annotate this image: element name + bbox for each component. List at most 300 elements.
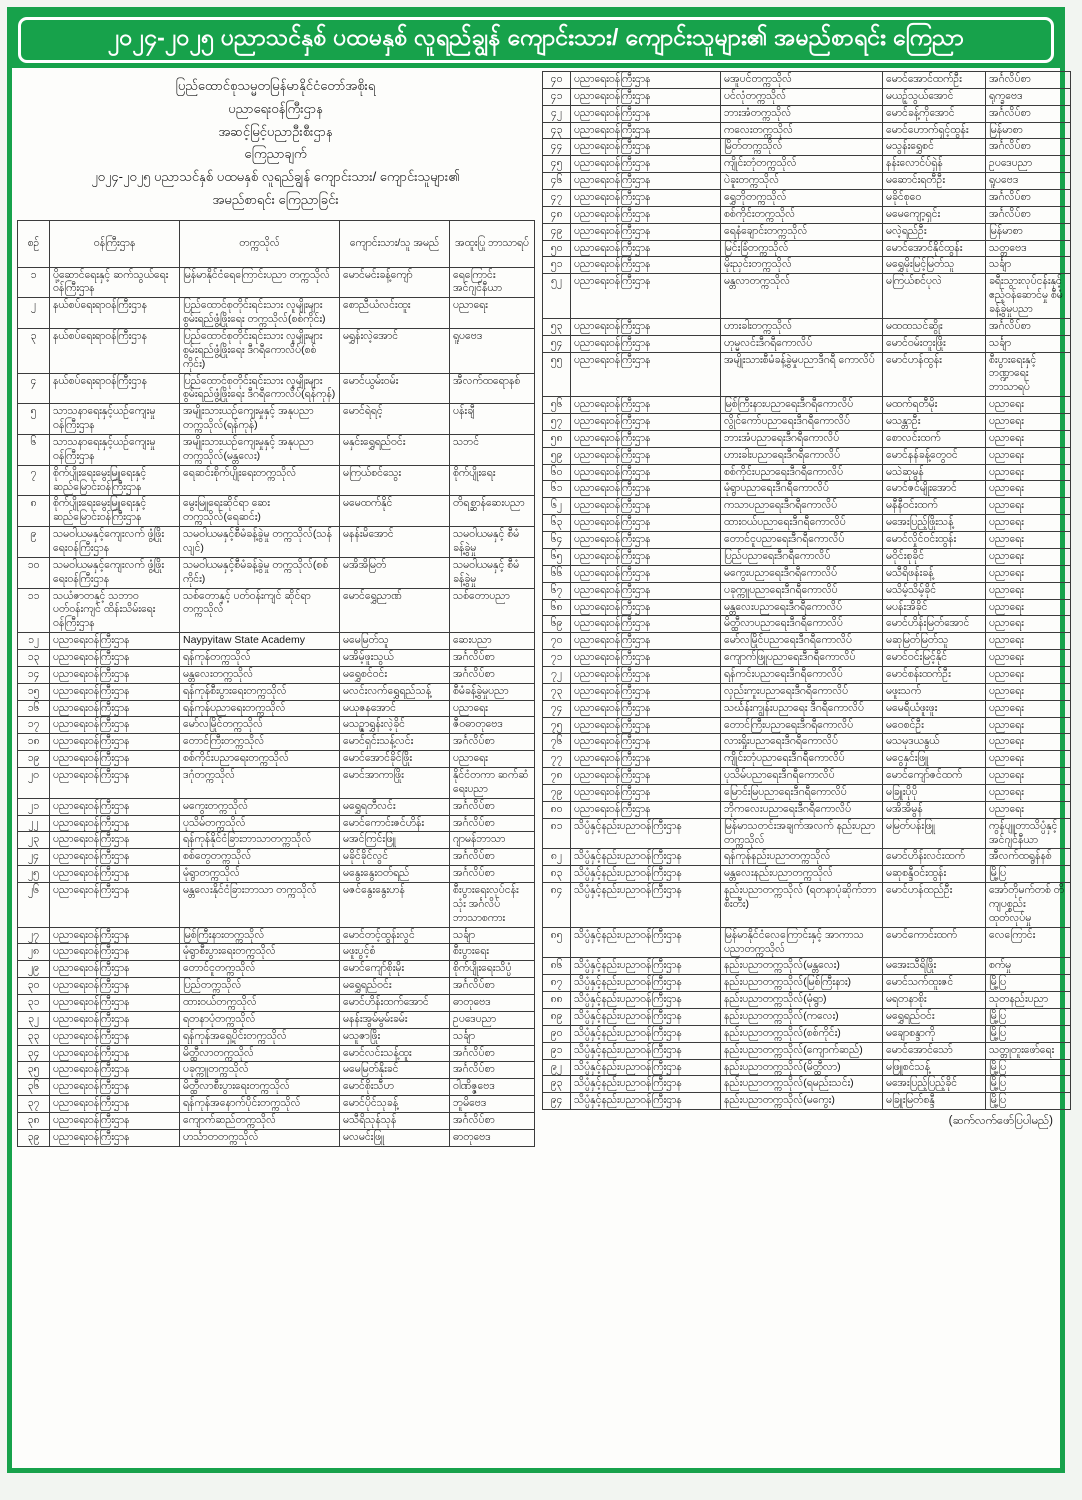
cell-s: မောင်အာကာဖြိုး <box>340 768 450 799</box>
cell-n: ၆၇ <box>543 582 571 599</box>
cell-u: မုံရွာစီးပွားရေးတက္ကသိုလ် <box>180 944 340 961</box>
cell-u: လှည်းကူးပညာရေးဒီဂရီကောလိပ် <box>721 683 883 700</box>
table-row <box>18 1096 535 1113</box>
table-header-row <box>18 220 535 267</box>
cell-n: ၇၈ <box>543 768 571 785</box>
cell-j: ပညာရေး <box>986 565 1071 582</box>
cell-j: ပညာရေး <box>986 751 1071 768</box>
cell-j: တိရစ္ဆာန်ဆေးပညာ <box>450 496 535 527</box>
cell-u: ရန်ကုန်နည်းပညာတက္ကသိုလ် <box>721 849 883 866</box>
cell-u: ပဲခူးတက္ကသိုလ် <box>721 173 883 190</box>
cell-j: ဂျာမန်ဘာသာ <box>450 832 535 849</box>
cell-u: မိတ္ထီလာပညာရေးဒီဂရီကောလိပ် <box>721 616 883 633</box>
cell-m: နယ်စပ်ရေးရာဝန်ကြီးဌာန <box>50 373 180 404</box>
cell-s: မောင်ကောင်းထက် <box>883 927 986 958</box>
cell-u: မော်လမြိုင်တက္ကသိုလ် <box>180 717 340 734</box>
table-row <box>18 866 535 883</box>
cell-j: ပညာရေး <box>986 397 1071 414</box>
cell-s: မထထသင်ဆွိုး <box>883 318 986 335</box>
cell-u: ပြည်ထောင်စုတိုင်းရင်းသား လူမျိုးများစွမ်းရည်ဖွံ့ဖြိုးရေး ဒီဂရီကောလိပ်(ရန်ကုန်) <box>180 373 340 404</box>
cell-s: မောင်အောင်သော် <box>883 1042 986 1059</box>
cell-m: ပညာရေးဝန်ကြီးဌာန <box>571 430 721 447</box>
cell-n: ၇၇ <box>543 751 571 768</box>
cell-m: ပညာရေးဝန်ကြီးဌာန <box>571 105 721 122</box>
table-row <box>543 1042 1071 1059</box>
cell-s: မငွေနှင်းဖြူ <box>883 751 986 768</box>
cell-j: မြို့ပြ <box>986 1059 1071 1076</box>
cell-j: အင်္ဂလိပ်စာ <box>450 734 535 751</box>
cell-j: ပညာရေး <box>986 498 1071 515</box>
cell-u: မုံရွာပညာရေးဒီဂရီကောလိပ် <box>721 481 883 498</box>
cell-u: ရန်ကင်းပညာရေးဒီဂရီကောလိပ် <box>721 666 883 683</box>
cell-n: ၇၄ <box>543 700 571 717</box>
cell-j: ပညာရေး <box>986 650 1071 667</box>
table-row <box>543 768 1071 785</box>
table-row <box>543 818 1071 849</box>
letterhead-line-subject-1: ၂၀၂၄-၂၀၂၅ ပညာသင်နှစ် ပထမနှစ် လူရည်ချွန် ကျောင်းသား/ ကျောင်းသူများ၏ <box>91 169 460 184</box>
cell-j: စိုက်ပျိုးရေးသိပ္ပံ <box>450 961 535 978</box>
table-row <box>18 465 535 496</box>
cell-j: နိုင်ငံတကာ ဆက်ဆံရေးပညာ <box>450 768 535 799</box>
cell-u: မြန်မာနိုင်ငံလေကြောင်းနှင့် အာကာသပညာတက္ကသိုလ် <box>721 927 883 958</box>
cell-n: ၈၇ <box>543 975 571 992</box>
table-row <box>543 352 1071 397</box>
cell-n: ၉၂ <box>543 1059 571 1076</box>
table-row <box>18 798 535 815</box>
cell-u: ပင်လုံတက္ကသိုလ် <box>721 88 883 105</box>
table-row <box>543 156 1071 173</box>
cell-u: တောင်ငူပညာရေးဒီဂရီကောလိပ် <box>721 532 883 549</box>
cell-n: ၂၆ <box>18 883 50 928</box>
cell-j: ပညာရေး <box>986 633 1071 650</box>
cell-j: စီးပွားရေး <box>450 944 535 961</box>
cell-s: မယဉ့်သွယ်အောင် <box>883 88 986 105</box>
table-row <box>18 961 535 978</box>
cell-n: ၁၅ <box>18 683 50 700</box>
cell-m: စိုက်ပျိုးရေးမွေးမြူရေးနှင့် ဆည်မြောင်းဝန်ကြီးဌာန <box>50 496 180 527</box>
table-row <box>18 328 535 373</box>
cell-m: ပညာရေးဝန်ကြီးဌာန <box>571 734 721 751</box>
cell-n: ၄၉ <box>543 223 571 240</box>
cell-m: ပညာရေးဝန်ကြီးဌာန <box>571 784 721 801</box>
cell-j: ဥပဒေပညာ <box>450 1011 535 1028</box>
cell-s: မဖူးပွင့်စံ <box>340 944 450 961</box>
cell-u: ဒဂုံတက္ကသိုလ် <box>180 768 340 799</box>
cell-s: မခိုင်ခိုင်လွင် <box>340 849 450 866</box>
cell-n: ၁၄ <box>18 666 50 683</box>
cell-s: မအင်ကြင်းဖြူ <box>340 832 450 849</box>
cell-j: မြို့ပြ <box>986 866 1071 883</box>
cell-u: စစ်ကိုင်းတက္ကသိုလ် <box>721 206 883 223</box>
cell-m: ပညာရေးဝန်ကြီးဌာန <box>571 532 721 549</box>
table-row <box>18 734 535 751</box>
cell-u: မိတ္ထီလာစီးပွားရေးတက္ကသိုလ် <box>180 1079 340 1096</box>
cell-j: ရုက္ခဗေဒ <box>986 88 1071 105</box>
cell-s: မခိုင်စုဝေ <box>883 190 986 207</box>
cell-s: မောင်ပိုင်သုခန့် <box>340 1096 450 1113</box>
letterhead-line-ministry: ပညာရေးဝန်ကြီးဌာန <box>228 100 323 116</box>
title-banner-border <box>18 17 1054 63</box>
cell-j: စိုက်ပျိုးရေး <box>450 465 535 496</box>
table-row <box>543 257 1071 274</box>
table-row <box>543 88 1071 105</box>
cell-u: ပုသိမ်တက္ကသိုလ် <box>180 815 340 832</box>
cell-n: ၇၁ <box>543 650 571 667</box>
table-row <box>18 1113 535 1130</box>
cell-u: နည်းပညာတက္ကသိုလ်(စစ်ကိုင်း) <box>721 1025 883 1042</box>
cell-j: ပညာရေး <box>986 548 1071 565</box>
cell-n: ၃၃ <box>18 1028 50 1045</box>
cell-j: ရူပဗေဒ <box>450 328 535 373</box>
cell-n: ၂၇ <box>18 927 50 944</box>
table-row <box>543 700 1071 717</box>
cell-s: မကြယ်စင်ပုလဲ <box>883 274 986 319</box>
cell-m: သိပ္ပံနှင့်နည်းပညာဝန်ကြီးဌာန <box>571 1042 721 1059</box>
cell-m: ပညာရေးဝန်ကြီးဌာန <box>571 464 721 481</box>
cell-u: မန္တလေးပညာရေးဒီဂရီကောလိပ် <box>721 599 883 616</box>
cell-m: နယ်စပ်ရေးရာဝန်ကြီးဌာန <box>50 328 180 373</box>
cell-m: ပညာရေးဝန်ကြီးဌာန <box>571 515 721 532</box>
table-row <box>543 975 1071 992</box>
cell-s: မချောစန္ဒာကို <box>883 1025 986 1042</box>
cell-m: ပညာရေးဝန်ကြီးဌာန <box>571 481 721 498</box>
cell-m: ပညာရေးဝန်ကြီးဌာန <box>571 582 721 599</box>
cell-n: ၇၀ <box>543 633 571 650</box>
cell-m: ပညာရေးဝန်ကြီးဌာန <box>571 650 721 667</box>
cell-m: ပညာရေးဝန်ကြီးဌာန <box>571 565 721 582</box>
cell-n: ၆ <box>18 434 50 465</box>
cell-n: ၂၅ <box>18 866 50 883</box>
cell-s: မရွှေရည်ဝင်း <box>340 978 450 995</box>
cell-n: ၁၇ <box>18 717 50 734</box>
table-row <box>543 565 1071 582</box>
cell-j: ဆေးပညာ <box>450 633 535 650</box>
table-row <box>18 978 535 995</box>
cell-n: ၄၀ <box>543 72 571 89</box>
cell-n: ၂၈ <box>18 944 50 961</box>
cell-u: နည်းပညာတက္ကသိုလ်(မန္တလေး) <box>721 958 883 975</box>
cell-j: ပညာရေး <box>986 801 1071 818</box>
cell-n: ၄၇ <box>543 190 571 207</box>
cell-m: ပညာရေးဝန်ကြီးဌာန <box>571 397 721 414</box>
cell-m: ပညာရေးဝန်ကြီးဌာန <box>50 700 180 717</box>
cell-j: ဘူမိဗေဒ <box>450 1096 535 1113</box>
cell-j: အင်္ဂလိပ်စာ <box>986 190 1071 207</box>
cell-j: စီးပွားရေးနှင့်ဘဏ္ဍာရေး ဘာသာရပ် <box>986 352 1071 397</box>
cell-j: ပညာရေး <box>986 768 1071 785</box>
table-row <box>543 582 1071 599</box>
cell-s: မောင်ဝင်းမြင့်နိုင် <box>883 650 986 667</box>
cell-j: ပညာရေး <box>986 430 1071 447</box>
cell-j: သမဝါယမနှင့် စီမံခန့်ခွဲမှု <box>450 557 535 588</box>
cell-m: ပညာရေးဝန်ကြီးဌာန <box>571 257 721 274</box>
cell-u: နည်းပညာတက္ကသိုလ်(မုံရွာ) <box>721 992 883 1009</box>
cell-s: မောင်လင်းသန့်ထူး <box>340 1045 450 1062</box>
table-row <box>18 751 535 768</box>
table-row <box>543 616 1071 633</box>
cell-m: သယံဇာတနှင့် သဘာဝပတ်ဝန်းကျင် ထိန်းသိမ်းရေး ဝန်ကြီးဌာန <box>50 588 180 633</box>
cell-j: သင်္ချာ <box>986 335 1071 352</box>
cell-m: ပညာရေးဝန်ကြီးဌာန <box>50 1096 180 1113</box>
cell-u: တောင်ကြီးတက္ကသိုလ် <box>180 734 340 751</box>
cell-s: မသီရိသုန်သုန် <box>340 1113 450 1130</box>
cell-s: မရွှေမိုးမြင့်မြတ်သူ <box>883 257 986 274</box>
cell-s: မအေးပြည့်ပြည့်ခိုင် <box>883 1076 986 1093</box>
cell-u: မန္တလာတက္ကသိုလ် <box>721 274 883 319</box>
letterhead-line-subject-2: အမည်စာရင်း ကြေညာခြင်း <box>212 191 339 207</box>
cell-s: မောင်နန်ခန့်တွေဝင် <box>883 447 986 464</box>
cell-j: အင်္ဂလိပ်စာ <box>986 318 1071 335</box>
cell-s: မဖူးသက် <box>883 683 986 700</box>
cell-j: ရေကြောင်း အင်ဂျင်နီယာ <box>450 267 535 298</box>
cell-j: လေကြောင်း <box>986 927 1071 958</box>
cell-m: ပညာရေးဝန်ကြီးဌာန <box>571 173 721 190</box>
cell-u: မွေးမြူရေးဆိုင်ရာ ဆေးတက္ကသိုလ်(ရေဆင်း) <box>180 496 340 527</box>
cell-m: ပညာရေးဝန်ကြီးဌာန <box>571 616 721 633</box>
table-row <box>543 105 1071 122</box>
cell-u: စစ်ကိုင်းပညာရေးတက္ကသိုလ် <box>180 751 340 768</box>
cell-u: ကျိုင်းတုံပညာရေးဒီဂရီကောလိပ် <box>721 751 883 768</box>
table-row <box>543 397 1071 414</box>
cell-s: မောင်ဟောက်ရှင့်ထွန်း <box>883 122 986 139</box>
cell-m: ပညာရေးဝန်ကြီးဌာန <box>571 352 721 397</box>
cell-m: ပညာရေးဝန်ကြီးဌာန <box>50 832 180 849</box>
cell-j: ရူပဗေဒ <box>986 173 1071 190</box>
cell-m: ပညာရေးဝန်ကြီးဌာန <box>50 1062 180 1079</box>
cell-m: ပညာရေးဝန်ကြီးဌာန <box>571 414 721 431</box>
cell-j: ကွန်ပျူတာသိပ္ပံနှင့် အင်ဂျင်နီယာ <box>986 818 1071 849</box>
cell-u: သမဝါယမနှင့်စီမံခန့်ခွဲမှု တက္ကသိုလ်(စစ်ကိုင်း) <box>180 557 340 588</box>
cell-u: ကျောက်ဖြူပညာရေးဒီဂရီကောလိပ် <box>721 650 883 667</box>
cell-j: ပညာရေး <box>986 784 1071 801</box>
cell-u: စစ်ကိုင်းပညာရေးဒီဂရီကောလိပ် <box>721 464 883 481</box>
cell-s: မအေးသီရိဖြိုး <box>883 958 986 975</box>
cell-m: သမဝါယမနှင့်ကျေးလက် ဖွံ့ဖြိုးရေးဝန်ကြီးဌာန <box>50 527 180 558</box>
cell-s: မဆောင်းရတီဦး <box>883 173 986 190</box>
cell-m: ပညာရေးဝန်ကြီးဌာန <box>50 1011 180 1028</box>
cell-j: သမဝါယမနှင့် စီမံခန့်ခွဲမှု <box>450 527 535 558</box>
cell-n: ၂၃ <box>18 832 50 849</box>
cell-j: ပညာရေး <box>986 717 1071 734</box>
cell-u: မြစ်ကြီးနားပညာရေးဒီဂရီကောလိပ် <box>721 397 883 414</box>
cell-n: ၄၁ <box>543 88 571 105</box>
table-row <box>543 751 1071 768</box>
cell-n: ၉၃ <box>543 1076 571 1093</box>
table-row <box>543 122 1071 139</box>
cell-s: မောင်တင့်ထွန်းလွင် <box>340 927 450 944</box>
cell-m: ပညာရေးဝန်ကြီးဌာန <box>571 498 721 515</box>
cell-j: ဥပဒေပညာ <box>986 156 1071 173</box>
cell-u: မအူပင်တက္ကသိုလ် <box>721 72 883 89</box>
cell-u: ဟင်္သာတတက္ကသိုလ် <box>180 1129 340 1146</box>
cell-m: ပညာရေးဝန်ကြီးဌာန <box>50 683 180 700</box>
cell-s: မရွှေစင်ဝင်း <box>340 666 450 683</box>
cell-m: ပညာရေးဝန်ကြီးဌာန <box>50 849 180 866</box>
cell-j: သစ်တောပညာ <box>450 588 535 633</box>
cell-j: ဇီဝဓာတုဗေဒ <box>450 717 535 734</box>
cell-u: လားရှိုးပညာရေးဒီဂရီကောလိပ် <box>721 734 883 751</box>
cell-n: ၃၀ <box>18 978 50 995</box>
cell-n: ၂၂ <box>18 815 50 832</box>
cell-m: ပညာရေးဝန်ကြီးဌာန <box>571 72 721 89</box>
table-row <box>18 1062 535 1079</box>
cell-m: ပညာရေးဝန်ကြီးဌာန <box>571 318 721 335</box>
cell-m: ပညာရေးဝန်ကြီးဌာန <box>571 88 721 105</box>
table-row <box>543 1093 1071 1110</box>
cell-s: မနွေးနွေးဝတ်ရည် <box>340 866 450 883</box>
cell-n: ၁၂ <box>18 633 50 650</box>
cell-j: အင်္ဂလိပ်စာ <box>986 206 1071 223</box>
cell-u: မန္တလေးနည်းပညာတက္ကသိုလ် <box>721 866 883 883</box>
cell-m: သိပ္ပံနှင့်နည်းပညာဝန်ကြီးဌာန <box>571 992 721 1009</box>
cell-n: ၃၇ <box>18 1096 50 1113</box>
cell-s: မရွှေရတီလင်း <box>340 798 450 815</box>
cell-n: ၆၉ <box>543 616 571 633</box>
cell-n: ၇၅ <box>543 717 571 734</box>
table-row <box>543 599 1071 616</box>
cell-s: မမေထက်နိုင် <box>340 496 450 527</box>
cell-u: ရန်ကုန်ပညာရေးတက္ကသိုလ် <box>180 700 340 717</box>
cell-u: ရန်ကုန်အရှေ့ပိုင်းတက္ကသိုလ် <box>180 1028 340 1045</box>
cell-s: မလဲ့ရည်ဦး <box>883 223 986 240</box>
cell-n: ၈၉ <box>543 1008 571 1025</box>
cell-n: ၅၆ <box>543 397 571 414</box>
cell-u: ကသာပညာရေးဒီဂရီကောလိပ် <box>721 498 883 515</box>
cell-j: ဓာတုဗေဒ <box>450 1129 535 1146</box>
table-row <box>18 434 535 465</box>
cell-n: ၇၆ <box>543 734 571 751</box>
cell-j: အင်္ဂလိပ်စာ <box>450 1113 535 1130</box>
cell-n: ၆၅ <box>543 548 571 565</box>
cell-j: စက်မှု <box>986 958 1071 975</box>
cell-m: ပညာရေးဝန်ကြီးဌာန <box>571 335 721 352</box>
cell-u: ဘားအံပညာရေးဒီဂရီကောလိပ် <box>721 430 883 447</box>
cell-j: ပညာရေး <box>986 616 1071 633</box>
cell-m: ပညာရေးဝန်ကြီးဌာန <box>50 944 180 961</box>
cell-m: ပညာရေးဝန်ကြီးဌာန <box>571 223 721 240</box>
header-cell-student-name: ကျောင်းသား/သူ အမည် <box>340 220 450 267</box>
cell-m: သာသနာရေးနှင့်ယဉ်ကျေးမှု ဝန်ကြီးဌာန <box>50 404 180 435</box>
cell-s: မောင်ကျော်ဇင်ထက် <box>883 768 986 785</box>
cell-s: မအေးပြည့်ဖြိုးသန့် <box>883 515 986 532</box>
table-row <box>543 633 1071 650</box>
table-row <box>543 498 1071 515</box>
cell-s: မခြူးပိုပို <box>883 784 986 801</box>
cell-u: Naypyitaw State Academy <box>180 633 340 650</box>
cell-n: ၉၀ <box>543 1025 571 1042</box>
cell-n: ၅၇ <box>543 414 571 431</box>
cell-s: မသဉ္ဇာရွှန်းလဲ့ခိုင် <box>340 717 450 734</box>
cell-s: မောင်ဟိန်းမြတ်အောင် <box>883 616 986 633</box>
cell-u: ရန်ကုန်တက္ကသိုလ် <box>180 649 340 666</box>
students-table-left <box>17 220 535 1147</box>
cell-n: ၅၈ <box>543 430 571 447</box>
cell-j: မြို့ပြ <box>986 1025 1071 1042</box>
table-row <box>543 683 1071 700</box>
cell-s: မောင်ယွမ်းဝမ်း <box>340 373 450 404</box>
cell-u: ဟုမ္မလင်းဒီဂရီကောလိပ် <box>721 335 883 352</box>
cell-n: ၁၆ <box>18 700 50 717</box>
cell-m: ပညာရေးဝန်ကြီးဌာန <box>571 768 721 785</box>
cell-m: ပညာရေးဝန်ကြီးဌာန <box>571 548 721 565</box>
table-row <box>18 633 535 650</box>
cell-s: မသဲဆုမွန် <box>883 464 986 481</box>
students-table-right <box>542 71 1071 1110</box>
cell-n: ၅၁ <box>543 257 571 274</box>
cell-j: သင်္ချာ <box>450 1028 535 1045</box>
cell-n: ၈၈ <box>543 992 571 1009</box>
cell-u: ကလေးတက္ကသိုလ် <box>721 122 883 139</box>
cell-s: နန်းလောင်ပ်ရှဲန် <box>883 156 986 173</box>
cell-n: ၂၄ <box>18 849 50 866</box>
cell-s: မောင်အောင်ခိုင်ဖြိုး <box>340 751 450 768</box>
cell-s: မောင်မင်းခန့်ကျော် <box>340 267 450 298</box>
cell-m: ပညာရေးဝန်ကြီးဌာန <box>571 599 721 616</box>
cell-s: စောလင်းထက် <box>883 430 986 447</box>
cell-u: ပြည်ပညာရေးဒီဂရီကောလိပ် <box>721 548 883 565</box>
cell-j: ပညာရေး <box>986 515 1071 532</box>
cell-u: အမျိုးသားယဉ်ကျေးမှုနှင့် အနုပညာတက္ကသိုလ်(ရန်ကုန်) <box>180 404 340 435</box>
table-row <box>18 496 535 527</box>
cell-m: သိပ္ပံနှင့်နည်းပညာဝန်ကြီးဌာန <box>571 866 721 883</box>
cell-m: ပညာရေးဝန်ကြီးဌာန <box>50 734 180 751</box>
table-row <box>543 532 1071 549</box>
cell-j: ဝါဏိဇ္ဇဗေဒ <box>450 1079 535 1096</box>
cell-n: ၃၄ <box>18 1045 50 1062</box>
cell-s: မရွှန်းလဲ့အောင် <box>340 328 450 373</box>
cell-j: သင်္ချာ <box>986 257 1071 274</box>
cell-n: ၄၆ <box>543 173 571 190</box>
table-row <box>18 849 535 866</box>
table-row <box>543 734 1071 751</box>
cell-s: မယုဇနအောင် <box>340 700 450 717</box>
cell-s: မောင်စန်းထက်ဦး <box>883 666 986 683</box>
cell-m: ပညာရေးဝန်ကြီးဌာန <box>571 240 721 257</box>
table-row <box>543 1008 1071 1025</box>
cell-n: ၃၈ <box>18 1113 50 1130</box>
cell-n: ၁ <box>18 267 50 298</box>
cell-m: ပညာရေးဝန်ကြီးဌာန <box>50 1113 180 1130</box>
cell-m: သိပ္ပံနှင့်နည်းပညာဝန်ကြီးဌာန <box>571 1093 721 1110</box>
cell-s: မောင်လှိုင်ဝင်းထွန်း <box>883 532 986 549</box>
cell-n: ၄၈ <box>543 206 571 223</box>
cell-m: ပညာရေးဝန်ကြီးဌာန <box>571 156 721 173</box>
cell-u: တောင်ကြီးပညာရေးဒီဂရီကောလိပ် <box>721 717 883 734</box>
cell-j: ခရီးသွားလုပ်ငန်းနှင့် ဧည့်ဝန်ဆောင်မှု စီမံခန့်ခွဲမှုပညာ <box>986 274 1071 319</box>
cell-n: ၆၄ <box>543 532 571 549</box>
table-row <box>543 481 1071 498</box>
table-row <box>543 784 1071 801</box>
cell-u: ထားဝယ်ပညာရေးဒီဂရီကောလိပ် <box>721 515 883 532</box>
cell-u: ရတနာပုံတက္ကသိုလ် <box>180 1011 340 1028</box>
cell-u: တောင်ငူတက္ကသိုလ် <box>180 961 340 978</box>
table-row <box>543 464 1071 481</box>
cell-j: စီမံခန့်ခွဲမှုပညာ <box>450 683 535 700</box>
cell-m: ပညာရေးဝန်ကြီးဌာန <box>571 700 721 717</box>
cell-m: ပညာရေးဝန်ကြီးဌာန <box>571 206 721 223</box>
table-row <box>543 139 1071 156</box>
cell-s: မသန္တာဦး <box>883 414 986 431</box>
cell-j: ပညာရေး <box>986 683 1071 700</box>
letterhead <box>17 71 534 220</box>
cell-s: မအိမ့်ဖူးသွယ် <box>340 649 450 666</box>
table-row <box>18 1079 535 1096</box>
table-row <box>18 683 535 700</box>
table-row <box>18 832 535 849</box>
cell-m: သိပ္ပံနှင့်နည်းပညာဝန်ကြီးဌာန <box>571 1059 721 1076</box>
cell-n: ၆၈ <box>543 599 571 616</box>
cell-j: ပညာရေး <box>986 464 1071 481</box>
